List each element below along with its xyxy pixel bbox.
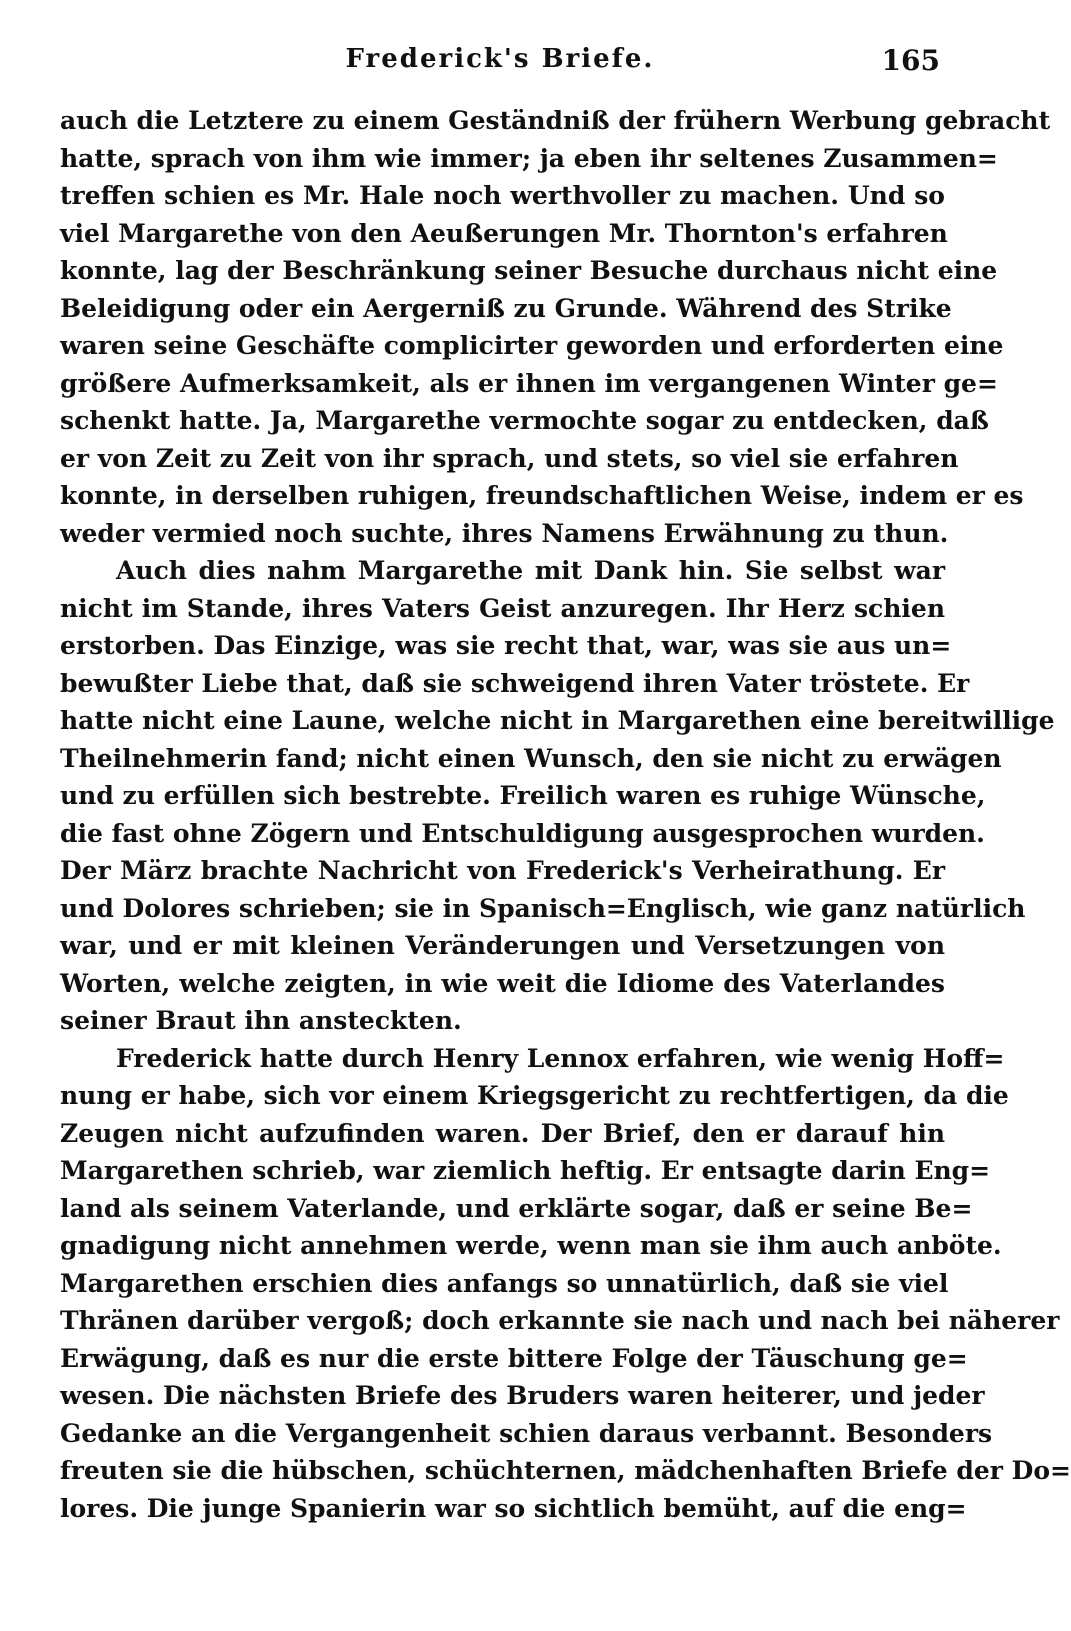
text-line: land als seinem Vaterlande, und erklärte sogar, daß er seine Be= (60, 1193, 973, 1223)
text-line: war, und er mit kleinen Veränderungen und Versetzungen von (60, 931, 945, 960)
text-line: Beleidigung oder ein Aergerniß zu Grunde. Während des Strike (60, 293, 952, 323)
text-line: viel Margarethe von den Aeußerungen Mr. Thornton's erfahren (60, 218, 948, 248)
text-line: Zeugen nicht aufzufinden waren. Der Brief, den er darauf hin (60, 1118, 945, 1148)
text-line: größere Aufmerksamkeit, als er ihnen im vergangenen Winter ge= (60, 368, 998, 398)
text-line: lores. Die junge Spanierin war so sichtlich bemüht, auf die eng= (60, 1493, 967, 1523)
text-line: Auch dies nahm Margarethe mit Dank hin. Sie selbst war (116, 556, 945, 585)
text-line: Frederick hatte durch Henry Lennox erfahren, wie wenig Hoff= (116, 1043, 1005, 1073)
text-line: auch die Letztere zu einem Geständniß der frühern Werbung gebracht (60, 106, 1051, 135)
text-line: und zu erfüllen sich bestrebte. Freilich waren es ruhige Wünsche, (60, 781, 986, 810)
text-line: Gedanke an die Vergangenheit schien daraus verbannt. Besonders (60, 1418, 993, 1448)
text-line: hatte nicht eine Laune, welche nicht in Margarethen eine bereitwillige (60, 706, 1055, 735)
text-line: schenkt hatte. Ja, Margarethe vermochte sogar zu entdecken, daß (60, 406, 989, 435)
text-line: Erwägung, daß es nur die erste bittere Folge der Täuschung ge= (60, 1343, 968, 1373)
text-line: die fast ohne Zögern und Entschuldigung ausgesprochen wurden. (60, 818, 985, 848)
text-line: wesen. Die nächsten Briefe des Bruders waren heiterer, und jeder (60, 1381, 985, 1410)
text-line: weder vermied noch suchte, ihres Namens Erwähnung zu thun. (60, 518, 949, 548)
text-line: gnadigung nicht annehmen werde, wenn man sie ihm auch anböte. (60, 1231, 1002, 1260)
text-line: Worten, welche zeigten, in wie weit die Idiome des Vaterlandes (60, 968, 945, 998)
text-line: hatte, sprach von ihm wie immer; ja eben ihr seltenes Zusammen= (60, 143, 998, 173)
body-text (60, 102, 1071, 1527)
running-title: Frederick's Briefe. (345, 44, 655, 74)
text-line: Thränen darüber vergoß; doch erkannte sie nach und nach bei näherer (60, 1306, 1060, 1335)
text-line: konnte, lag der Beschränkung seiner Besuche durchaus nicht eine (60, 256, 998, 285)
text-line: und Dolores schrieben; sie in Spanisch=Englisch, wie ganz natürlich (60, 893, 1026, 923)
text-line: treffen schien es Mr. Hale noch werthvoller zu machen. Und so (60, 181, 945, 210)
text-line: Margarethen erschien dies anfangs so unnatürlich, daß sie viel (60, 1268, 949, 1298)
text-line: Der März brachte Nachricht von Frederick's Verheirathung. Er (60, 856, 945, 885)
text-line: Margarethen schrieb, war ziemlich heftig. Er entsagte darin Eng= (60, 1156, 991, 1185)
text-line: waren seine Geschäfte complicirter geworden und erforderten eine (60, 331, 1004, 360)
text-line: freuten sie die hübschen, schüchternen, mädchenhaften Briefe der Do= (60, 1456, 1071, 1485)
text-line: erstorben. Das Einzige, was sie recht that, war, was sie aus un= (60, 631, 952, 660)
text-line: nicht im Stande, ihres Vaters Geist anzuregen. Ihr Herz schien (60, 593, 945, 623)
text-line: bewußter Liebe that, daß sie schweigend ihren Vater tröstete. Er (60, 668, 970, 698)
running-head (60, 44, 940, 84)
text-line: er von Zeit zu Zeit von ihr sprach, und stets, so viel sie erfahren (60, 443, 959, 473)
text-line: Theilnehmerin fand; nicht einen Wunsch, den sie nicht zu erwägen (60, 743, 1002, 773)
text-line: nung er habe, sich vor einem Kriegsgericht zu rechtfertigen, da die (60, 1081, 1009, 1110)
text-line: konnte, in derselben ruhigen, freundschaftlichen Weise, indem er es (60, 481, 1024, 510)
page-number: 165 (881, 44, 940, 77)
text-line: seiner Braut ihn ansteckten. (60, 1006, 462, 1035)
